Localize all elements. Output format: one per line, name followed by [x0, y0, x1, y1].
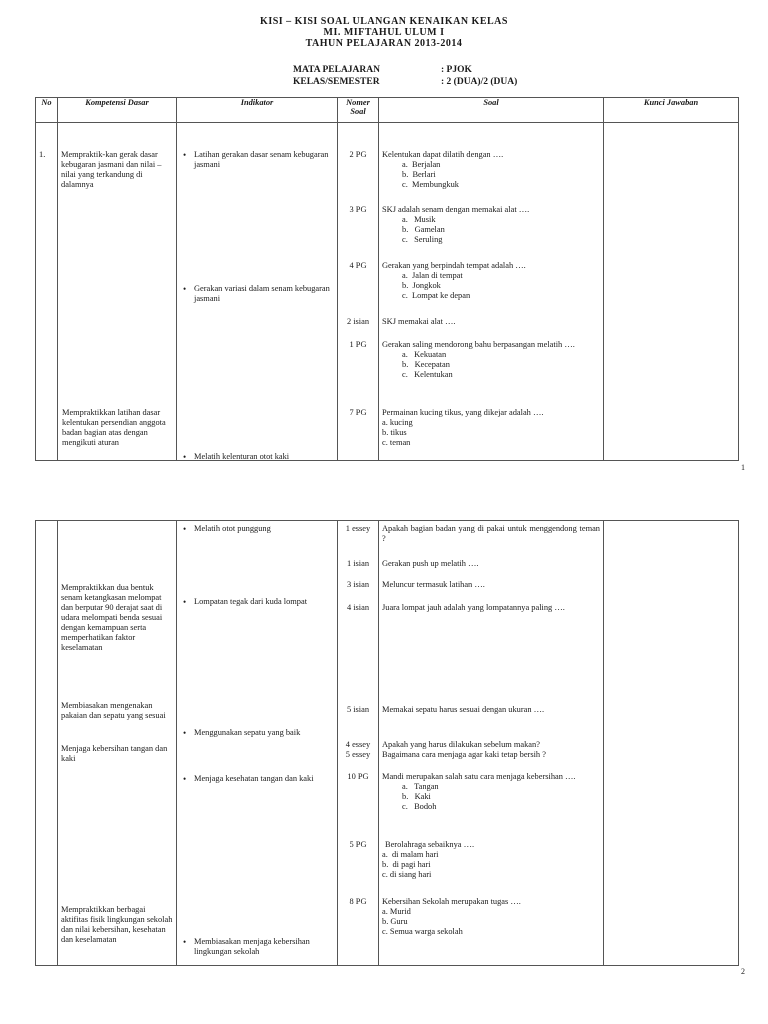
- indikator-text: • Menjaga kesehatan tangan dan kaki: [177, 774, 337, 784]
- col-header-kunci: Kunci Jawaban: [604, 98, 739, 123]
- cell-nomor: [338, 521, 379, 966]
- question-block: [379, 740, 603, 760]
- cell-nomor: [338, 123, 379, 461]
- question-text: Apakah bagian badan yang di pakai untuk menggendong teman ?: [382, 524, 600, 543]
- question-number: 5 essey: [345, 750, 371, 759]
- answer-option: c. Seruling: [402, 235, 443, 244]
- question-number: 2 PG: [349, 150, 367, 159]
- question-number: 1 isian: [346, 559, 370, 568]
- question-number: 4 PG: [349, 261, 367, 270]
- question-text: Berolahraga sebaiknya ….: [385, 840, 475, 849]
- cell-kompetensi: [58, 521, 177, 966]
- question-block: [379, 603, 603, 613]
- row-number: 1.: [39, 150, 46, 159]
- question-block: [379, 261, 603, 301]
- question-block: [379, 580, 603, 590]
- answer-option: c. Kelentukan: [402, 370, 453, 379]
- question-block: [379, 897, 603, 937]
- question-text: Gerakan yang berpindah tempat adalah ….: [382, 261, 526, 270]
- kd-text: Menjaga kebersihan tangan dan kaki: [61, 744, 168, 763]
- indikator-text: • Latihan gerakan dasar senam kebugaran jasmani: [177, 150, 337, 170]
- answer-option: a. Berjalan: [402, 160, 441, 169]
- kd-text: Mempraktikkan berbagai aktifitas fisik lingkungan sekolah dan nilai kebersihan, kesehatan dan keselamatan: [61, 905, 173, 944]
- indikator-text: • Gerakan variasi dalam senam kebugaran jasmani: [177, 284, 337, 304]
- title-line-1: KISI – KISI SOAL ULANGAN KENAIKAN KELAS: [260, 16, 508, 27]
- subject-value: : PJOK: [441, 65, 472, 75]
- cell-soal: [379, 521, 604, 966]
- kd-text: Membiasakan mengenakan pakaian dan sepatu yang sesuai: [61, 701, 166, 720]
- answer-option: c. di siang hari: [382, 870, 432, 879]
- answer-option: b. Jongkok: [402, 281, 441, 290]
- question-number: 3 PG: [349, 205, 367, 214]
- question-number: 5 isian: [346, 705, 370, 714]
- answer-option: c. teman: [382, 438, 411, 447]
- cell-no: [36, 123, 58, 461]
- cell-kunci-jawaban: [604, 521, 739, 966]
- question-number: 4 isian: [346, 603, 370, 612]
- question-text: Kebersihan Sekolah merupakan tugas ….: [382, 897, 521, 906]
- indikator-text: • Melatih kelenturan otot kaki: [177, 452, 337, 462]
- question-number: 2 isian: [346, 317, 370, 326]
- question-text: Gerakan saling mendorong bahu berpasangan melatih ….: [382, 340, 575, 349]
- question-block: [379, 205, 603, 245]
- question-number: 1 essey: [345, 524, 371, 533]
- question-block: [379, 840, 603, 880]
- cell-no: [36, 521, 58, 966]
- answer-option: c. Membungkuk: [402, 180, 459, 189]
- answer-option: c. Semua warga sekolah: [382, 927, 463, 936]
- answer-option: a. Jalan di tempat: [402, 271, 463, 280]
- question-number: 10 PG: [347, 772, 369, 781]
- question-text: Bagaimana cara menjaga agar kaki tetap bersih ?: [382, 750, 546, 759]
- cell-indikator: [177, 123, 338, 461]
- indikator-text: • Menggunakan sepatu yang baik: [177, 728, 337, 738]
- question-number: 7 PG: [349, 408, 367, 417]
- question-block: [379, 705, 603, 715]
- question-number: 4 essey: [345, 740, 371, 749]
- col-header-kd: Kompetensi Dasar: [58, 98, 177, 123]
- answer-option: a. di malam hari: [382, 850, 439, 859]
- question-block: [379, 317, 603, 327]
- answer-option: b. Kaki: [402, 792, 431, 801]
- question-text: Juara lompat jauh adalah yang lompatannya paling ….: [382, 603, 565, 612]
- answer-option: a. Tangan: [402, 782, 439, 791]
- kd-text: Mempraktikkan dua bentuk senam ketangkasan melompat dan berputar 90 derajat saat di udara melompati benda sesuai dengan kemampuan serta memperhatikan faktor keselamatan: [61, 583, 163, 652]
- question-block: [379, 559, 603, 569]
- question-block: [379, 408, 603, 448]
- answer-option: b. di pagi hari: [382, 860, 431, 869]
- col-header-no: No: [36, 98, 58, 123]
- subject-info: [293, 64, 517, 88]
- cell-soal: [379, 123, 604, 461]
- question-text: Meluncur termasuk latihan ….: [382, 580, 485, 589]
- question-number: 1 PG: [349, 340, 367, 349]
- answer-option: a. kucing: [382, 418, 413, 427]
- cell-indikator: [177, 521, 338, 966]
- kd-text: Mempraktikkan latihan dasar kelentukan persendian anggota badan bagian atas dengan mengikuti aturan: [62, 408, 166, 447]
- question-number: 8 PG: [349, 897, 367, 906]
- page-number: 1: [741, 463, 745, 472]
- answer-option: a. Murid: [382, 907, 411, 916]
- indikator-text: • Lompatan tegak dari kuda lompat: [177, 597, 337, 607]
- title-line-3: TAHUN PELAJARAN 2013-2014: [305, 38, 463, 49]
- question-text: Mandi merupakan salah satu cara menjaga kebersihan ….: [382, 772, 576, 781]
- subject-label: MATA PELAJARAN: [293, 65, 380, 75]
- answer-option: b. Gamelan: [402, 225, 445, 234]
- class-value: : 2 (DUA)/2 (DUA): [441, 77, 518, 87]
- answer-option: a. Musik: [402, 215, 436, 224]
- document-title: [0, 16, 768, 49]
- question-text: Kelentukan dapat dilatih dengan ….: [382, 150, 504, 159]
- cell-kompetensi: [58, 123, 177, 461]
- indikator-text: • Melatih otot punggung: [177, 524, 337, 534]
- grid-table-page-2: [35, 520, 739, 966]
- question-block: [379, 150, 603, 190]
- table-row: [36, 123, 739, 461]
- question-text: SKJ adalah senam dengan memakai alat ….: [382, 205, 530, 214]
- col-header-indikator: Indikator: [177, 98, 338, 123]
- table-header-row: [36, 98, 739, 123]
- answer-option: b. Kecepatan: [402, 360, 450, 369]
- answer-option: c. Lompat ke depan: [402, 291, 471, 300]
- question-text: Memakai sepatu harus sesuai dengan ukuran ….: [382, 705, 545, 714]
- answer-option: c. Bodoh: [402, 802, 437, 811]
- question-text: Apakah yang harus dilakukan sebelum makan?: [382, 740, 540, 749]
- question-text: SKJ memakai alat ….: [382, 317, 456, 326]
- question-block: [379, 524, 603, 544]
- answer-option: b. Berlari: [402, 170, 436, 179]
- kd-text: Mempraktik-kan gerak dasar kebugaran jasmani dan nilai – nilai yang terkandung di dalamnya: [61, 150, 162, 189]
- col-header-soal: Soal: [379, 98, 604, 123]
- question-block: [379, 772, 603, 812]
- page-number: 2: [741, 967, 745, 976]
- question-number: 3 isian: [346, 580, 370, 589]
- grid-table-page-1: [35, 97, 739, 461]
- answer-option: a. Kekuatan: [402, 350, 447, 359]
- answer-option: b. Guru: [382, 917, 408, 926]
- question-block: [379, 340, 603, 380]
- class-label: KELAS/SEMESTER: [293, 77, 380, 87]
- indikator-text: • Membiasakan menjaga kebersihan lingkungan sekolah: [177, 937, 337, 957]
- col-header-nomor: Nomer Soal: [338, 98, 379, 123]
- title-line-2: MI. MIFTAHUL ULUM I: [323, 27, 445, 38]
- cell-kunci-jawaban: [604, 123, 739, 461]
- table-row: [36, 521, 739, 966]
- question-number: 5 PG: [349, 840, 367, 849]
- question-text: Permainan kucing tikus, yang dikejar adalah ….: [382, 408, 544, 417]
- answer-option: b. tikus: [382, 428, 407, 437]
- question-text: Gerakan push up melatih ….: [382, 559, 479, 568]
